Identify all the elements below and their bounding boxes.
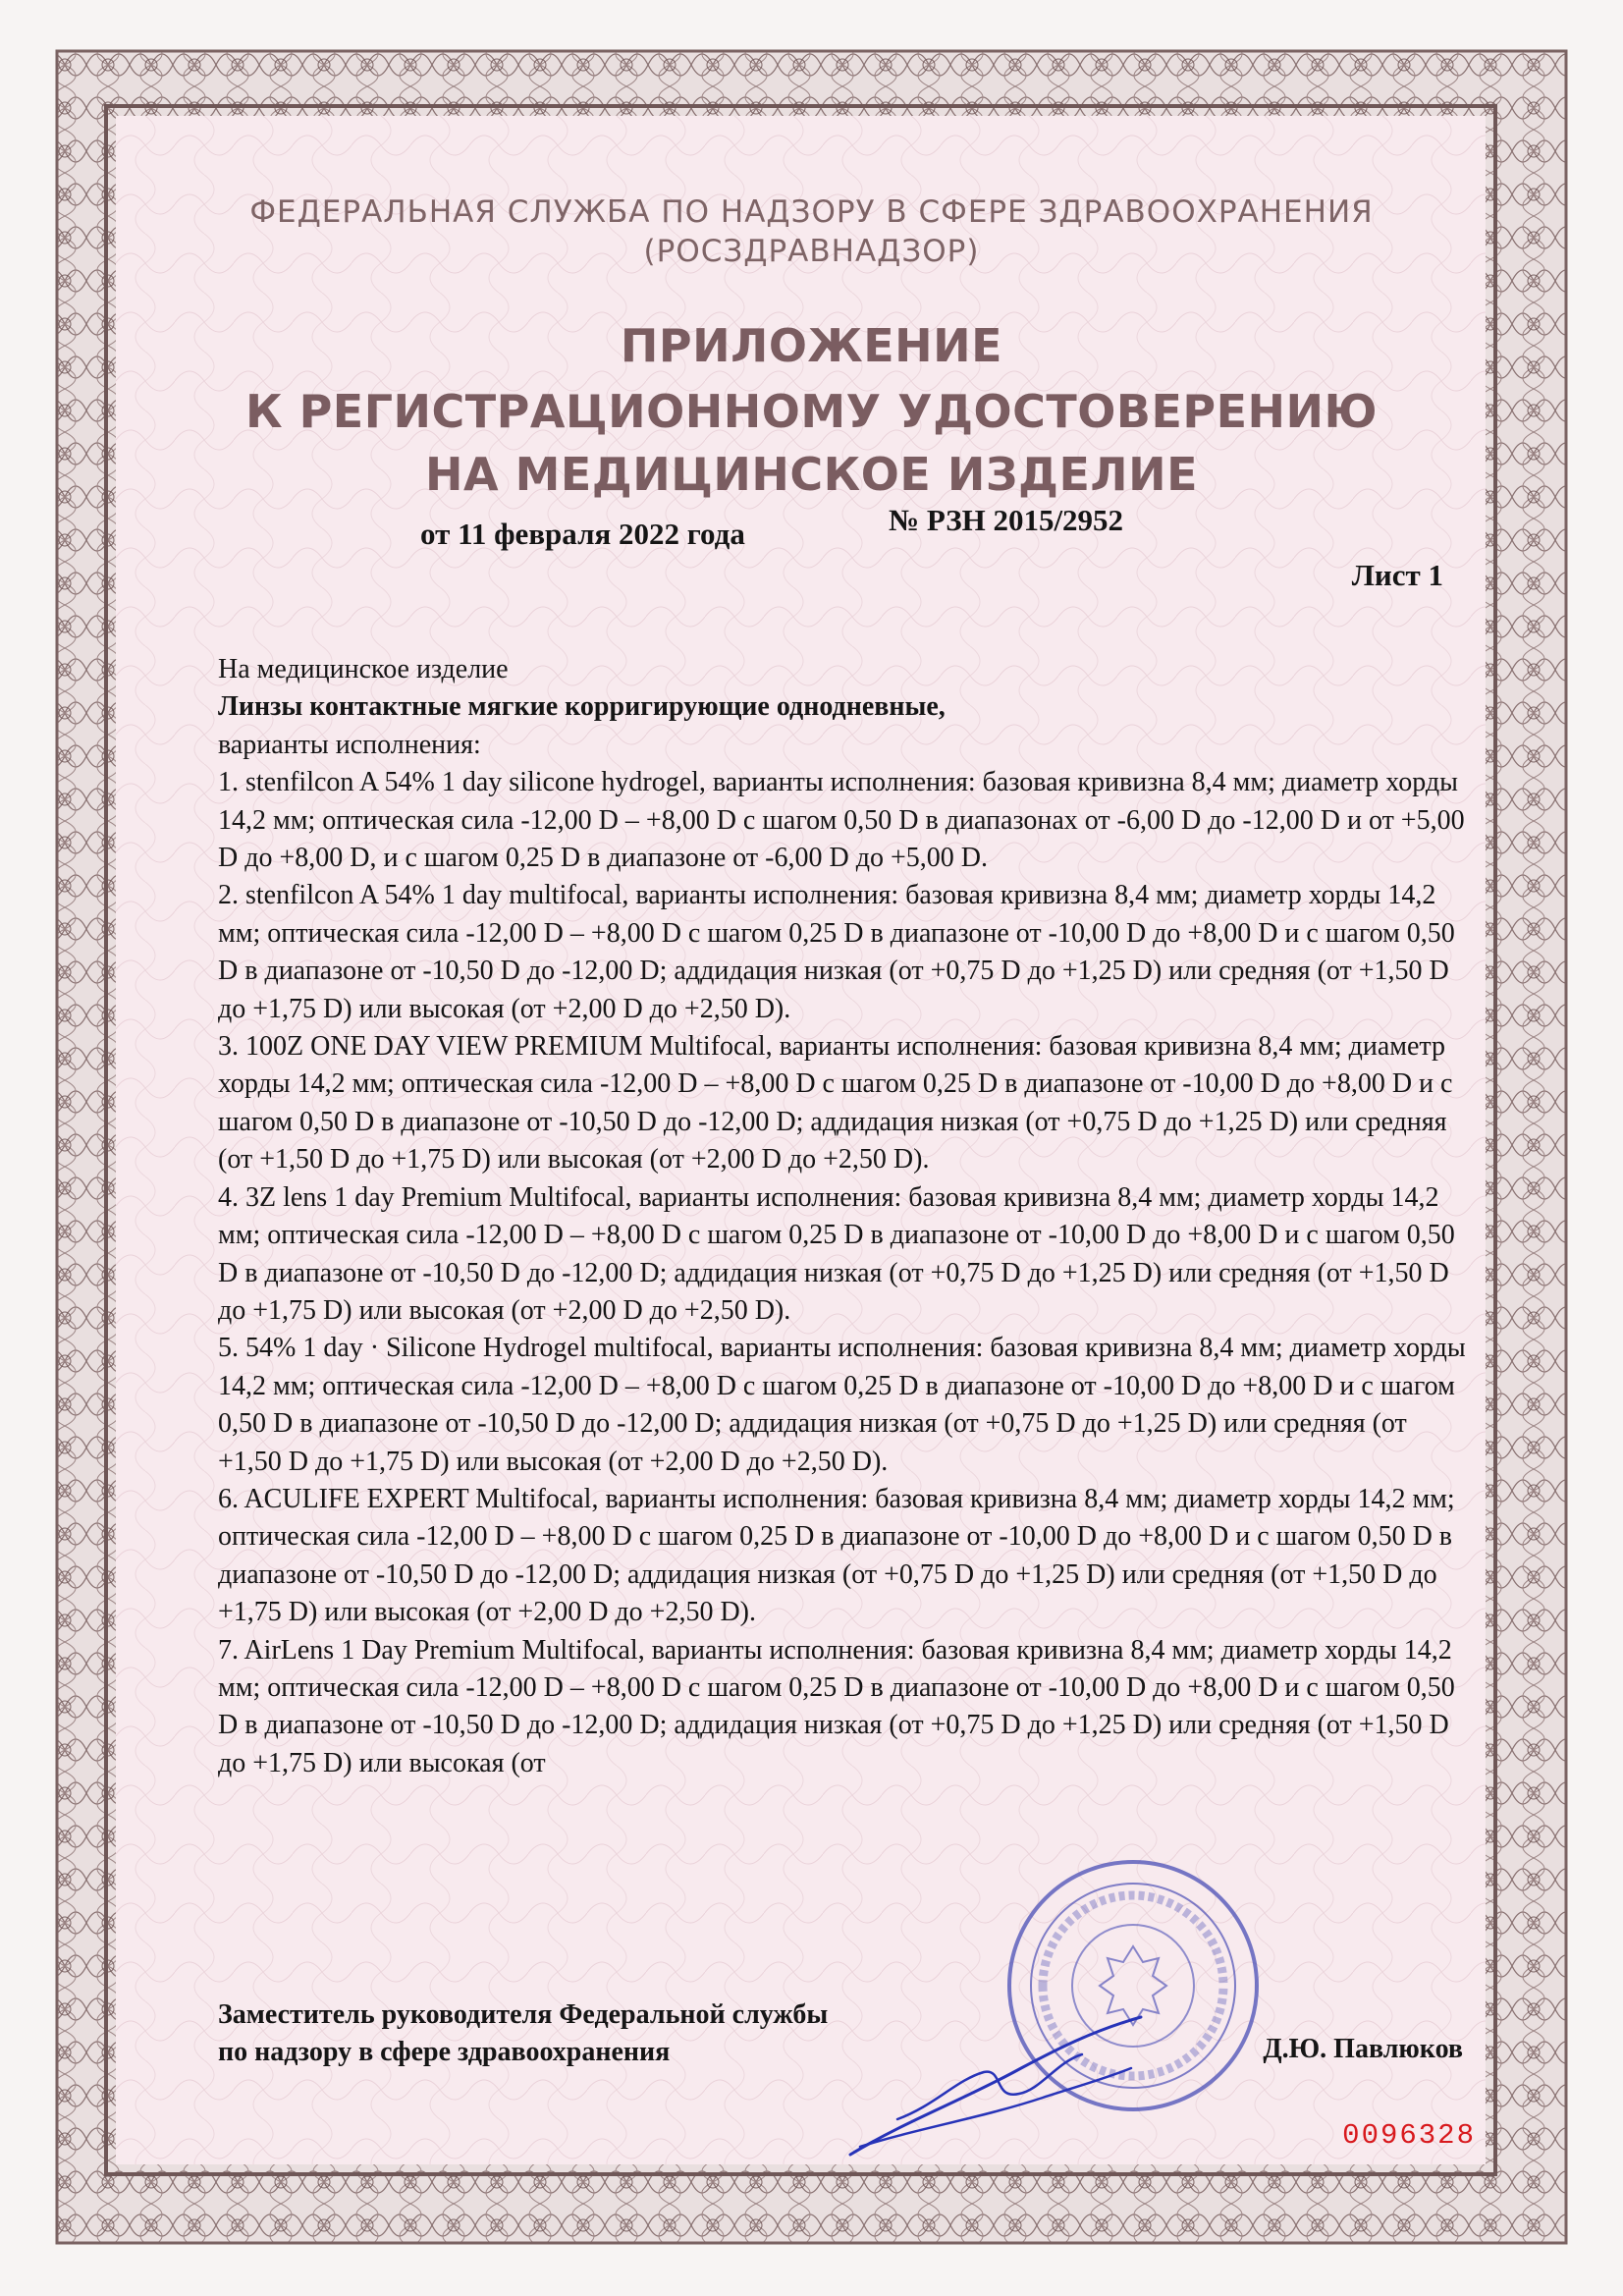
variant-item: 1. stenfilcon A 54% 1 day silicone hydrogel, варианты исполнения: базовая кривизна 8,4 мм; диаметр хорды 14,2 мм; оптическая сила -12,00 D – +8,00 D с шагом 0,50 D в диапазонах от -6,00 D до -12,00 D и от +5,00 D до +8,00 D, и с шагом 0,25 D в диапазоне от -6,00 D до +5,00 D. — [218, 767, 1465, 874]
document-title-line2: К РЕГИСТРАЦИОННОМУ УДОСТОВЕРЕНИЮ — [244, 385, 1379, 438]
signatory-position-line1: Заместитель руководителя Федеральной службы — [218, 1999, 829, 2030]
variant-item: 3. 100Z ONE DAY VIEW PREMIUM Multifocal, варианты исполнения: базовая кривизна 8,4 мм; диаметр хорды 14,2 мм; оптическая сила -12,00 D – +8,00 D с шагом 0,25 D в диапазоне от -10,00 D до +8,00 D и с шагом 0,50 D в диапазоне от -10,50 D до -12,00 D; аддидация низкая (от +0,75 D до +1,25 D) или средняя (от +1,50 D до +1,75 D) или высокая (от +2,00 D до +2,50 D). — [218, 1031, 1453, 1175]
variant-item: 2. stenfilcon A 54% 1 day multifocal, варианты исполнения: базовая кривизна 8,4 мм; диаметр хорды 14,2 мм; оптическая сила -12,00 D – +8,00 D с шагом 0,25 D в диапазоне от -10,00 D до +8,00 D и с шагом 0,50 D в диапазоне от -10,50 D до -12,00 D; аддидация низкая (от +0,75 D до +1,25 D) или средняя (от +1,50 D до +1,75 D) или высокая (от +2,00 D до +2,50 D). — [218, 880, 1455, 1024]
variant-item: 7. AirLens 1 Day Premium Multifocal, варианты исполнения: базовая кривизна 8,4 мм; диаметр хорды 14,2 мм; оптическая сила -12,00 D – +8,00 D с шагом 0,25 D в диапазоне от -10,00 D до +8,00 D и с шагом 0,50 D в диапазоне от -10,50 D до -12,00 D; аддидация низкая (от +0,75 D до +1,25 D) или средняя (от +1,50 D до +1,75 D) или высокая (от — [218, 1634, 1455, 1778]
blank-serial-number: 0096328 — [1342, 2119, 1476, 2152]
signatory-name: Д.Ю. Павлюков — [1263, 2034, 1463, 2064]
document-title-line3: НА МЕДИЦИНСКОЕ ИЗДЕЛИЕ — [424, 448, 1199, 501]
sheet-number: Лист 1 — [1351, 558, 1443, 592]
document-body — [218, 651, 1467, 1782]
variants-heading: варианты исполнения: — [218, 729, 481, 760]
document-title-line1: ПРИЛОЖЕНИЕ — [620, 319, 1003, 372]
variant-item: 4. 3Z lens 1 day Premium Multifocal, варианты исполнения: базовая кривизна 8,4 мм; диаметр хорды 14,2 мм; оптическая сила -12,00 D – +8,00 D с шагом 0,25 D в диапазоне от -10,00 D до +8,00 D и с шагом 0,50 D в диапазоне от -10,50 D до -12,00 D; аддидация низкая (от +0,75 D до +1,25 D) или средняя (от +1,50 D до +1,75 D) или высокая (от +2,00 D до +2,50 D). — [218, 1181, 1455, 1326]
agency-abbreviation: (РОСЗДРАВНАДЗОР) — [643, 234, 980, 269]
signatory-position — [218, 1996, 828, 2071]
intro-text: На медицинское изделие — [218, 654, 509, 684]
variant-item: 6. ACULIFE EXPERT Multifocal, варианты исполнения: базовая кривизна 8,4 мм; диаметр хорды 14,2 мм; оптическая сила -12,00 D – +8,00 D с шагом 0,25 D в диапазоне от -10,00 D до +8,00 D и с шагом 0,50 D в диапазоне от -10,50 D до -12,00 D; аддидация низкая (от +0,75 D до +1,25 D) или средняя (от +1,50 D до +1,75 D) или высокая (от +2,00 D до +2,50 D). — [218, 1483, 1455, 1628]
registration-number: № РЗН 2015/2952 — [889, 503, 1124, 537]
signatory-position-line2: по надзору в сфере здравоохранения — [218, 2037, 671, 2067]
handwritten-signature — [846, 2011, 1170, 2160]
product-name: Линзы контактные мягкие корригирующие однодневные, — [218, 691, 946, 723]
agency-name: ФЕДЕРАЛЬНАЯ СЛУЖБА ПО НАДЗОРУ В СФЕРЕ ЗДРАВООХРАНЕНИЯ — [249, 194, 1374, 230]
variant-item: 5. 54% 1 day · Silicone Hydrogel multifocal, варианты исполнения: базовая кривизна 8,4 мм; диаметр хорды 14,2 мм; оптическая сила -12,00 D – +8,00 D с шагом 0,25 D в диапазоне от -10,00 D до +8,00 D и с шагом 0,50 D в диапазоне от -10,50 D до -12,00 D; аддидация низкая (от +0,75 D до +1,25 D) или средняя (от +1,50 D до +1,75 D) или высокая (от +2,00 D до +2,50 D). — [218, 1333, 1466, 1477]
issue-date: от 11 февраля 2022 года — [420, 517, 745, 551]
